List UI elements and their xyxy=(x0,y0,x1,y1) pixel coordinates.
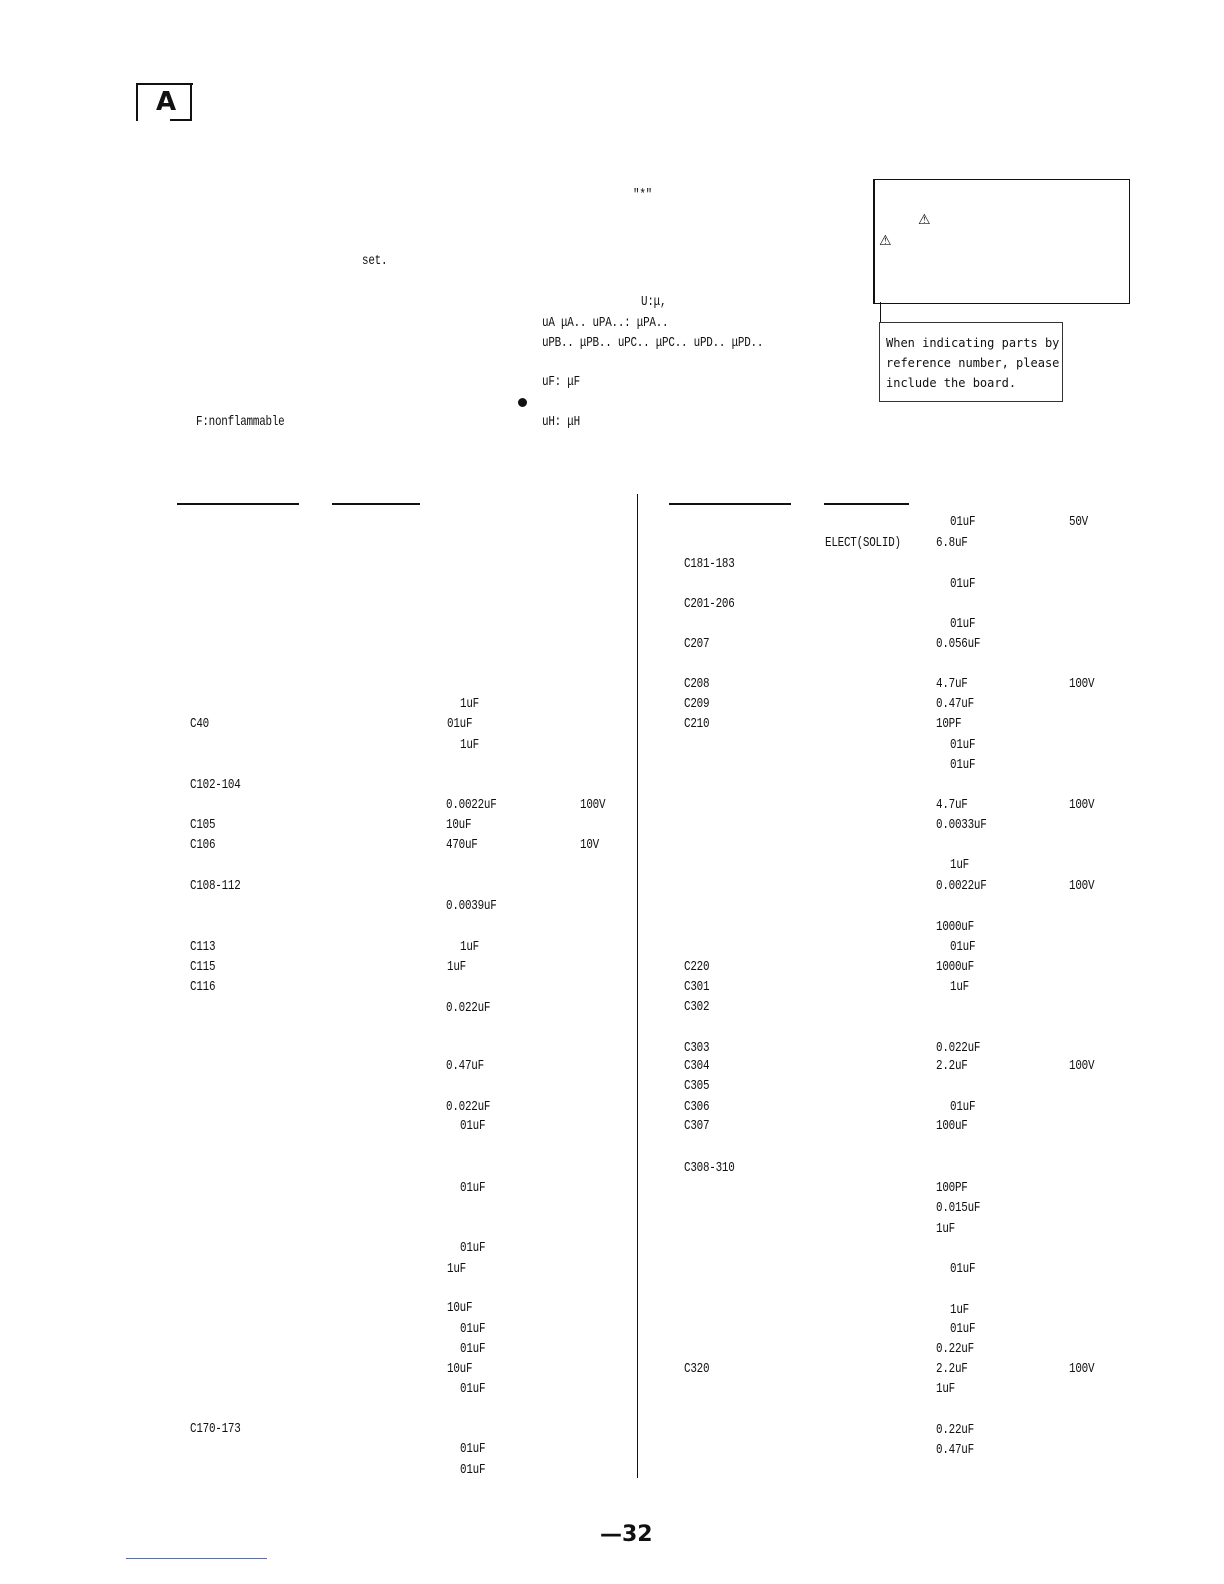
u-mu-text: U:μ, xyxy=(641,294,667,310)
part-value: 0.015uF xyxy=(936,1200,981,1216)
part-value: 01uF xyxy=(460,1341,486,1357)
section-box xyxy=(136,83,193,121)
part-ref: C220 xyxy=(684,959,710,975)
part-value: 1uF xyxy=(950,979,969,995)
part-value: 01uF xyxy=(950,1321,976,1337)
part-ref: C170-173 xyxy=(190,1421,241,1437)
part-value: 1uF xyxy=(460,696,479,712)
part-value: 1uF xyxy=(936,1221,955,1237)
set-text: set. xyxy=(362,253,388,269)
part-value: 470uF xyxy=(446,837,478,853)
part-ref: C106 xyxy=(190,837,216,853)
part-value: 0.0033uF xyxy=(936,817,987,833)
part-voltage: 100V xyxy=(1069,878,1095,894)
note-box xyxy=(879,322,1063,402)
part-value: 1uF xyxy=(447,959,466,975)
part-value: 01uF xyxy=(950,576,976,592)
part-ref: C304 xyxy=(684,1058,710,1074)
section-box-underline xyxy=(170,119,192,121)
part-voltage: 100V xyxy=(1069,1058,1095,1074)
section-box-right-edge xyxy=(190,85,192,120)
part-value: 10uF xyxy=(447,1361,473,1377)
warning-triangle-icon: ⚠ xyxy=(918,212,931,228)
part-voltage: 100V xyxy=(1069,1361,1095,1377)
part-ref: C308-310 xyxy=(684,1160,735,1176)
part-value: 0.22uF xyxy=(936,1341,974,1357)
upb-line: uPB.. μPB.. uPC.. μPC.. uPD.. μPD.. xyxy=(542,335,764,351)
part-value: 01uF xyxy=(460,1118,486,1134)
part-value: 6.8uF xyxy=(936,535,968,551)
part-value: 0.022uF xyxy=(446,1099,491,1115)
part-value: 2.2uF xyxy=(936,1361,968,1377)
part-value: 1uF xyxy=(950,857,969,873)
page-number: —32 xyxy=(600,1522,653,1547)
part-value: 01uF xyxy=(460,1240,486,1256)
part-ref: C181-183 xyxy=(684,556,735,572)
part-value: 1uF xyxy=(460,737,479,753)
part-value: 01uF xyxy=(950,737,976,753)
part-value: 0.47uF xyxy=(936,1442,974,1458)
part-value: 01uF xyxy=(460,1180,486,1196)
footer-link-line xyxy=(126,1558,267,1559)
left-header-rule-2 xyxy=(332,503,420,505)
part-ref: C208 xyxy=(684,676,710,692)
part-value: 10PF xyxy=(936,716,962,732)
part-value: 4.7uF xyxy=(936,676,968,692)
part-value: 0.47uF xyxy=(936,696,974,712)
part-value: 0.47uF xyxy=(446,1058,484,1074)
part-value: 1000uF xyxy=(936,919,974,935)
note-line-3: include the board. xyxy=(886,376,1017,390)
part-value: 100PF xyxy=(936,1180,968,1196)
part-ref: C113 xyxy=(190,939,216,955)
part-ref: C320 xyxy=(684,1361,710,1377)
uf-text: uF: μF xyxy=(542,374,580,390)
section-letter: A xyxy=(156,87,177,117)
part-ref: C306 xyxy=(684,1099,710,1115)
part-value: 0.056uF xyxy=(936,636,981,652)
part-voltage: 10V xyxy=(580,837,599,853)
warning-triangle-icon-2: ⚠ xyxy=(879,233,892,249)
part-ref: C102-104 xyxy=(190,777,241,793)
part-ref: C207 xyxy=(684,636,710,652)
part-value: 01uF xyxy=(950,1261,976,1277)
part-voltage: 50V xyxy=(1069,514,1088,530)
part-value: 1uF xyxy=(447,1261,466,1277)
part-ref: C301 xyxy=(684,979,710,995)
part-value: 1000uF xyxy=(936,959,974,975)
part-value: 01uF xyxy=(460,1321,486,1337)
part-ref: C307 xyxy=(684,1118,710,1134)
part-ref: C303 xyxy=(684,1040,710,1056)
note-line-2: reference number, please xyxy=(886,356,1060,370)
part-ref: C210 xyxy=(684,716,710,732)
part-voltage: 100V xyxy=(1069,676,1095,692)
part-value: 01uF xyxy=(950,1099,976,1115)
column-divider xyxy=(637,494,638,1478)
part-value: 01uF xyxy=(460,1462,486,1478)
asterisk-mark: "*" xyxy=(633,187,652,203)
part-value: 01uF xyxy=(950,939,976,955)
part-value: 01uF xyxy=(460,1381,486,1397)
part-ref: C209 xyxy=(684,696,710,712)
warning-box xyxy=(873,179,1130,304)
part-value: 0.0022uF xyxy=(446,797,497,813)
part-value: 0.022uF xyxy=(446,1000,491,1016)
note-line-1: When indicating parts by xyxy=(886,336,1060,350)
part-value: 10uF xyxy=(446,817,472,833)
part-voltage: 100V xyxy=(580,797,606,813)
part-value: 01uF xyxy=(950,514,976,530)
part-ref: C305 xyxy=(684,1078,710,1094)
part-type: ELECT(SOLID) xyxy=(825,535,901,551)
part-value: 1uF xyxy=(950,1302,969,1318)
left-header-rule-1 xyxy=(177,503,299,505)
right-header-rule-1 xyxy=(669,503,791,505)
part-value: 01uF xyxy=(447,716,473,732)
part-value: 0.022uF xyxy=(936,1040,981,1056)
part-value: 4.7uF xyxy=(936,797,968,813)
right-header-rule-2 xyxy=(824,503,909,505)
part-ref: C40 xyxy=(190,716,209,732)
part-value: 0.0022uF xyxy=(936,878,987,894)
part-ref: C105 xyxy=(190,817,216,833)
part-value: 1uF xyxy=(936,1381,955,1397)
bullet-icon xyxy=(518,398,527,407)
part-ref: C116 xyxy=(190,979,216,995)
part-value: 01uF xyxy=(460,1441,486,1457)
part-value: 100uF xyxy=(936,1118,968,1134)
part-value: 1uF xyxy=(460,939,479,955)
part-ref: C115 xyxy=(190,959,216,975)
ua-line: uA μA.. uPA..: μPA.. xyxy=(542,315,669,331)
part-value: 01uF xyxy=(950,616,976,632)
part-value: 0.22uF xyxy=(936,1422,974,1438)
part-voltage: 100V xyxy=(1069,797,1095,813)
uh-text: uH: μH xyxy=(542,414,580,430)
nonflammable-text: F:nonflammable xyxy=(196,414,285,430)
part-value: 0.0039uF xyxy=(446,898,497,914)
part-ref: C108-112 xyxy=(190,878,241,894)
part-ref: C302 xyxy=(684,999,710,1015)
part-value: 01uF xyxy=(950,757,976,773)
part-value: 2.2uF xyxy=(936,1058,968,1074)
note-connector xyxy=(880,302,881,322)
part-value: 10uF xyxy=(447,1300,473,1316)
part-ref: C201-206 xyxy=(684,596,735,612)
